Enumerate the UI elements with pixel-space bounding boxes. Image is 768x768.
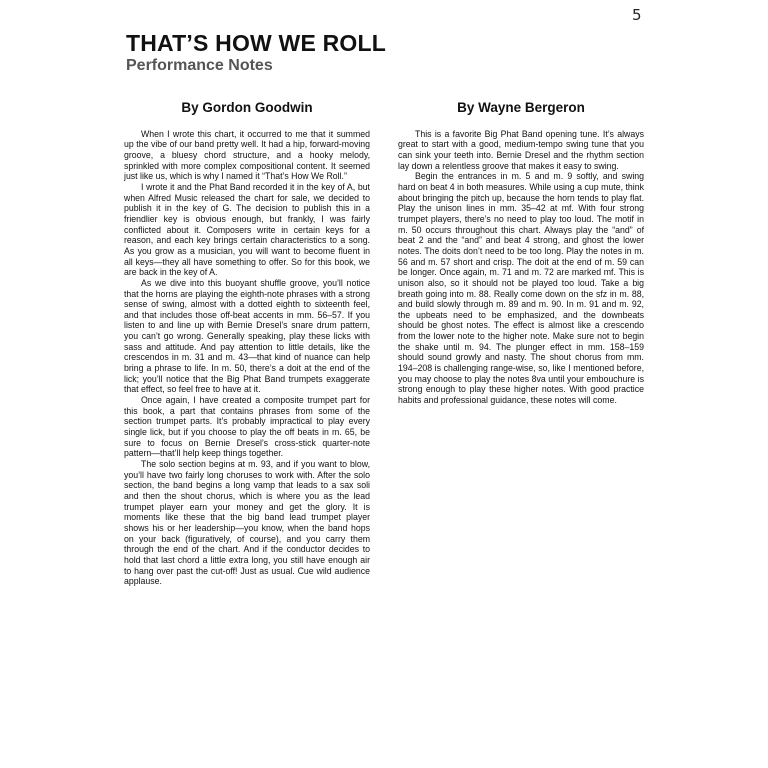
- page-subtitle: Performance Notes: [126, 57, 273, 74]
- paragraph: This is a favorite Big Phat Band opening tune. It’s always great to start with a good, medium-tempo swing tune that you can sink your teeth into. Bernie Dresel and the rhythm section lay down a relentless groove that makes it easy to swing.: [398, 128, 644, 171]
- paragraph: Once again, I have created a composite trumpet part for this book, a part that contains phrases from some of the section trumpet parts. It’s probably impractical to play every single lick, but if you choose to play the off beats in m. 65, be sure to focus on Bernie Dresel’s cross-stick quarter-note pattern—that’ll help keep things together.: [124, 395, 370, 459]
- paragraph: The solo section begins at m. 93, and if you want to blow, you’ll have two fairly long choruses to work with. After the solo section, the band begins a long vamp that leads to a sax soli and then the shout chorus, which is where you as the lead trumpet player earn your money and get the glory. It is moments like these that the big band lead trumpet player shows his or her leadership—you know, when the band hops on your back (figuratively, of course), and you carry them through the end of the chart. And if the conductor decides to hold that last chord a little extra long, you still have enough air to hang over past the cut-off! Just as usual. Cue wild audience applause.: [124, 459, 370, 587]
- gordon-goodwin-column: [124, 100, 370, 587]
- paragraph: As we dive into this buoyant shuffle groove, you’ll notice that the horns are playing the eighth-note phrases with a strong sense of swing, almost with a dotted eighth to sixteenth feel, and that includes those off-beat accents in mm. 56–57. If you listen to and line up with Bernie Dresel’s snare drum pattern, you can’t go wrong. Generally speaking, play these licks with sass and attitude. And pay attention to little details, like the crescendos in m. 31 and m. 43—that kind of nuance can help bring a phrase to life. In m. 50, there’s a doit at the end of the lick; you’ll notice that the Big Phat Band trumpets exaggerate that effect, so feel free to have at it.: [124, 277, 370, 395]
- paragraph: I wrote it and the Phat Band recorded it in the key of A, but when Alfred Music released the chart for sale, we decided to publish it in the key of G. The decision to publish this in a friendlier key is obvious enough, but frankly, I was fairly conflicted about it. Composers write in certain keys for a reason, and each key brings certain characteristics to a song. As you grow as a musician, you will want to become fluent in all keys—they all have something to offer. So for this book, we are back in the key of A.: [124, 181, 370, 278]
- page-number: 5: [632, 6, 642, 24]
- column-heading-goodwin: By Gordon Goodwin: [181, 100, 313, 115]
- column-heading-bergeron: By Wayne Bergeron: [457, 100, 585, 115]
- paragraph: Begin the entrances in m. 5 and m. 9 softly, and swing hard on beat 4 in both measures. While using a cup mute, think about bringing the pitch up, because the horn tends to play flat. Play the unison lines in mm. 35–42 at mf. With four strong trumpet players, there’s no need to play too loud. The motif in m. 50 occurs throughout this chart. Always play the “and” of beat 2 and the “and” and beat 4 strong, and ghost the lower notes. The doits don’t need to be too long. Play the notes in m. 56 and m. 57 short and crisp. The doit at the end of m. 59 can be longer. Once again, m. 71 and m. 72 are marked mf. This is unison also, so it should not be played too loud. Take a big breath going into m. 88. Really come down on the sfz in m. 88, and build slowly through m. 89 and m. 90. In m. 91 and m. 92, the upbeats need to be emphasized, and the downbeats should be ghost notes. The effect is almost like a crescendo from the lower note to the higher note. Make sure not to begin the shake until m. 94. The plunger effect in mm. 158–159 should sound growly and nasty. The shout chorus from mm. 194–208 is challenging range-wise, so, like I mentioned before, you may choose to play the notes 8va until your embouchure is strong enough to play these higher notes. With good practice habits and professional guidance, these notes will come.: [398, 171, 644, 406]
- wayne-bergeron-column: [398, 100, 644, 406]
- page-title: THAT’S HOW WE ROLL: [126, 30, 386, 56]
- paragraph: When I wrote this chart, it occurred to me that it summed up the vibe of our band pretty well. It had a hip, forward-moving groove, a bluesy chord structure, and a hooky melody, sprinkled with more complex compositional content. It seemed just like us, which is why I named it “That’s How We Roll.”: [124, 128, 370, 182]
